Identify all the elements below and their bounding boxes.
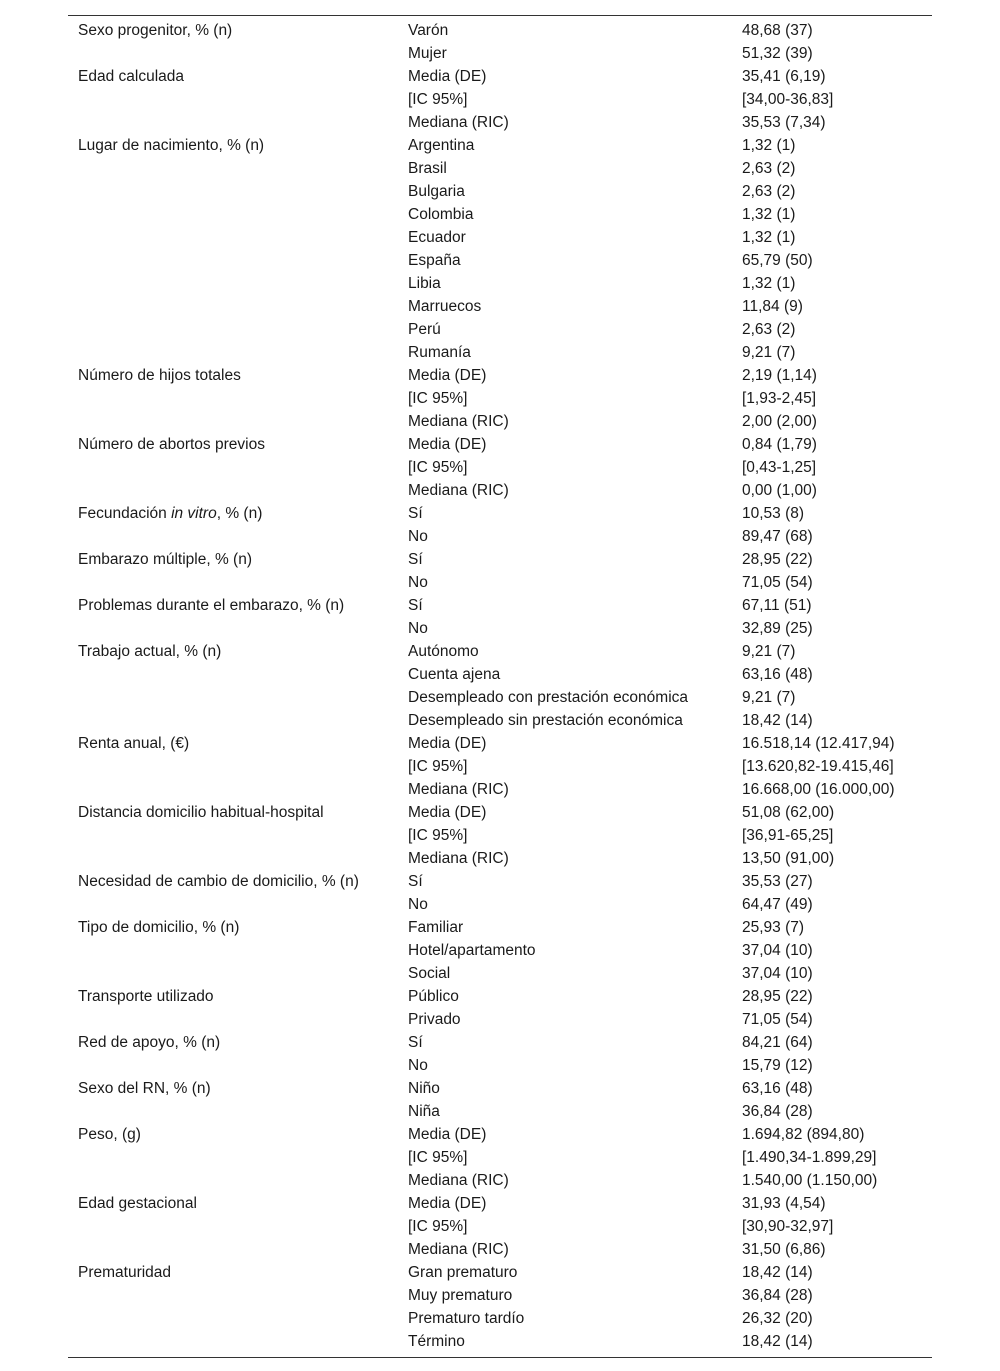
value-cell: 16.518,14 (12.417,94) <box>742 735 895 752</box>
value-cell: 9,21 (7) <box>742 344 796 361</box>
table-row <box>68 410 932 433</box>
category-cell: Sí <box>408 551 423 568</box>
table-row <box>68 824 932 847</box>
table-row <box>68 548 932 571</box>
table-row <box>68 42 932 65</box>
category-cell: [IC 95%] <box>408 1218 468 1235</box>
value-cell: 1,32 (1) <box>742 137 796 154</box>
category-cell: Mujer <box>408 45 447 62</box>
value-cell: 18,42 (14) <box>742 712 813 729</box>
category-cell: No <box>408 1057 428 1074</box>
value-cell: 65,79 (50) <box>742 252 813 269</box>
table-row <box>68 663 932 686</box>
table-row <box>68 709 932 732</box>
variable-label <box>68 180 398 203</box>
table-row <box>68 939 932 962</box>
table-row <box>68 617 932 640</box>
table-row <box>68 594 932 617</box>
variable-label: Prematuridad <box>78 1264 172 1281</box>
category-cell: Gran prematuro <box>408 1264 518 1281</box>
category-cell: Perú <box>408 321 441 338</box>
table-row <box>68 456 932 479</box>
table-row <box>68 1192 932 1215</box>
value-cell: 37,04 (10) <box>742 942 813 959</box>
data-table <box>68 16 932 1353</box>
variable-label-text: Fecundación <box>78 505 172 522</box>
value-cell: 35,41 (6,19) <box>742 68 826 85</box>
category-cell: Público <box>408 988 459 1005</box>
category-cell: No <box>408 528 428 545</box>
category-cell: Niño <box>408 1080 440 1097</box>
variable-label <box>68 479 398 502</box>
table-body <box>68 16 932 1353</box>
table-row <box>68 1330 932 1353</box>
value-cell: 35,53 (27) <box>742 873 813 890</box>
variable-label <box>68 203 398 226</box>
value-cell: 89,47 (68) <box>742 528 813 545</box>
value-cell: 36,84 (28) <box>742 1103 813 1120</box>
variable-label <box>68 88 398 111</box>
table-row <box>68 157 932 180</box>
category-cell: Prematuro tardío <box>408 1310 525 1327</box>
value-cell: [34,00-36,83] <box>742 91 834 108</box>
variable-label: Distancia domicilio habitual-hospital <box>78 804 324 821</box>
category-cell: Colombia <box>408 206 474 223</box>
variable-label: Renta anual, (€) <box>78 735 190 752</box>
table-row <box>68 1215 932 1238</box>
category-cell: Rumanía <box>408 344 471 361</box>
table-row <box>68 1169 932 1192</box>
value-cell: 11,84 (9) <box>742 298 803 315</box>
value-cell: 37,04 (10) <box>742 965 813 982</box>
category-cell: Media (DE) <box>408 1126 487 1143</box>
value-cell: 2,00 (2,00) <box>742 413 817 430</box>
variable-label: Edad gestacional <box>78 1195 197 1212</box>
table-row <box>68 525 932 548</box>
variable-label: Red de apoyo, % (n) <box>78 1034 221 1051</box>
category-cell: Mediana (RIC) <box>408 413 509 430</box>
category-cell: Media (DE) <box>408 68 487 85</box>
variable-label <box>68 755 398 778</box>
variable-label <box>68 410 398 433</box>
category-cell: Mediana (RIC) <box>408 1241 509 1258</box>
value-cell: 0,84 (1,79) <box>742 436 817 453</box>
variable-label: Lugar de nacimiento, % (n) <box>78 137 265 154</box>
variable-label <box>68 571 398 594</box>
variable-label: Tipo de domicilio, % (n) <box>78 919 240 936</box>
table-row <box>68 249 932 272</box>
category-cell: Ecuador <box>408 229 466 246</box>
table-row <box>68 16 932 42</box>
category-cell: España <box>408 252 461 269</box>
variable-label <box>68 387 398 410</box>
table-row <box>68 1031 932 1054</box>
variable-label <box>68 226 398 249</box>
table-row <box>68 985 932 1008</box>
category-cell: Hotel/apartamento <box>408 942 536 959</box>
variable-label <box>68 502 398 525</box>
table-row <box>68 295 932 318</box>
value-cell: 15,79 (12) <box>742 1057 813 1074</box>
variable-label: Edad calculada <box>78 68 184 85</box>
variable-label <box>68 456 398 479</box>
category-cell: No <box>408 574 428 591</box>
value-cell: 1.694,82 (894,80) <box>742 1126 865 1143</box>
category-cell: Brasil <box>408 160 447 177</box>
category-cell: Desempleado con prestación económica <box>408 689 689 706</box>
variable-label <box>68 1008 398 1031</box>
value-cell: [0,43-1,25] <box>742 459 817 476</box>
table-row <box>68 571 932 594</box>
value-cell: 1,32 (1) <box>742 275 796 292</box>
category-cell: Desempleado sin prestación económica <box>408 712 683 729</box>
table-row <box>68 686 932 709</box>
value-cell: 9,21 (7) <box>742 689 796 706</box>
value-cell: 16.668,00 (16.000,00) <box>742 781 895 798</box>
value-cell: 1,32 (1) <box>742 206 796 223</box>
variable-label <box>68 1238 398 1261</box>
table-row <box>68 387 932 410</box>
table-row <box>68 1100 932 1123</box>
variable-label: Número de abortos previos <box>78 436 265 453</box>
value-cell: 0,00 (1,00) <box>742 482 817 499</box>
category-cell: Media (DE) <box>408 367 487 384</box>
variable-label-suffix: , % (n) <box>216 505 263 522</box>
category-cell: Sí <box>408 873 423 890</box>
table-row <box>68 226 932 249</box>
variable-label <box>68 318 398 341</box>
table-row <box>68 870 932 893</box>
table-row <box>68 916 932 939</box>
category-cell: Niña <box>408 1103 440 1120</box>
variable-label <box>68 295 398 318</box>
category-cell: Bulgaria <box>408 183 465 200</box>
bottom-rule <box>68 1357 932 1358</box>
category-cell: Marruecos <box>408 298 482 315</box>
value-cell: 71,05 (54) <box>742 1011 813 1028</box>
variable-label: Peso, (g) <box>78 1126 141 1143</box>
category-cell: Media (DE) <box>408 735 487 752</box>
category-cell: No <box>408 620 428 637</box>
variable-label <box>68 778 398 801</box>
value-cell: 71,05 (54) <box>742 574 813 591</box>
variable-label <box>68 893 398 916</box>
value-cell: 18,42 (14) <box>742 1333 813 1350</box>
category-cell: Media (DE) <box>408 436 487 453</box>
table-row <box>68 341 932 364</box>
category-cell: No <box>408 896 428 913</box>
variable-label <box>68 1307 398 1330</box>
table-row <box>68 1123 932 1146</box>
category-cell: Social <box>408 965 451 982</box>
variable-label <box>68 663 398 686</box>
variable-label <box>68 1284 398 1307</box>
value-cell: 63,16 (48) <box>742 1080 813 1097</box>
value-cell: 26,32 (20) <box>742 1310 813 1327</box>
variable-label <box>68 824 398 847</box>
variable-label: Transporte utilizado <box>78 988 214 1005</box>
category-cell: [IC 95%] <box>408 390 468 407</box>
variable-label: Número de hijos totales <box>78 367 241 384</box>
variable-label <box>68 249 398 272</box>
category-cell: Mediana (RIC) <box>408 781 509 798</box>
variable-label <box>68 525 398 548</box>
table-row <box>68 1146 932 1169</box>
category-cell: Media (DE) <box>408 804 487 821</box>
value-cell: 51,32 (39) <box>742 45 813 62</box>
variable-label <box>68 1054 398 1077</box>
table-row <box>68 732 932 755</box>
category-cell: Término <box>408 1333 465 1350</box>
table-row <box>68 111 932 134</box>
value-cell: 2,63 (2) <box>742 321 796 338</box>
value-cell: [1,93-2,45] <box>742 390 817 407</box>
value-cell: 25,93 (7) <box>742 919 805 936</box>
category-cell: Cuenta ajena <box>408 666 501 683</box>
category-cell: Familiar <box>408 919 464 936</box>
value-cell: 32,89 (25) <box>742 620 813 637</box>
table-row <box>68 1054 932 1077</box>
variable-label <box>68 709 398 732</box>
table-row <box>68 203 932 226</box>
category-cell: Mediana (RIC) <box>408 1172 509 1189</box>
variable-label <box>68 1215 398 1238</box>
data-table-container <box>68 15 932 1358</box>
variable-label: Trabajo actual, % (n) <box>78 643 222 660</box>
variable-label-italic: in vitro <box>171 505 217 522</box>
variable-label <box>68 939 398 962</box>
category-cell: [IC 95%] <box>408 827 468 844</box>
variable-label <box>68 962 398 985</box>
variable-label <box>68 157 398 180</box>
table-row <box>68 65 932 88</box>
table-row <box>68 962 932 985</box>
value-cell: 10,53 (8) <box>742 505 805 522</box>
variable-label <box>68 1169 398 1192</box>
value-cell: 9,21 (7) <box>742 643 796 660</box>
category-cell: Mediana (RIC) <box>408 850 509 867</box>
table-row <box>68 272 932 295</box>
category-cell: Varón <box>408 22 449 39</box>
variable-label <box>68 341 398 364</box>
value-cell: 36,84 (28) <box>742 1287 813 1304</box>
category-cell: Privado <box>408 1011 461 1028</box>
value-cell: 2,19 (1,14) <box>742 367 817 384</box>
value-cell: 51,08 (62,00) <box>742 804 835 821</box>
category-cell: Argentina <box>408 137 475 154</box>
value-cell: 2,63 (2) <box>742 183 796 200</box>
category-cell: Sí <box>408 597 423 614</box>
category-cell: [IC 95%] <box>408 758 468 775</box>
table-row <box>68 502 932 525</box>
table-row <box>68 755 932 778</box>
variable-label <box>68 1146 398 1169</box>
variable-label <box>68 111 398 134</box>
value-cell: 18,42 (14) <box>742 1264 813 1281</box>
value-cell: 1,32 (1) <box>742 229 796 246</box>
value-cell: 2,63 (2) <box>742 160 796 177</box>
value-cell: 1.540,00 (1.150,00) <box>742 1172 878 1189</box>
category-cell: Sí <box>408 1034 423 1051</box>
table-row <box>68 1307 932 1330</box>
table-row <box>68 801 932 824</box>
table-row <box>68 364 932 387</box>
table-row <box>68 433 932 456</box>
value-cell: 31,50 (6,86) <box>742 1241 826 1258</box>
variable-label <box>68 617 398 640</box>
table-row <box>68 1284 932 1307</box>
category-cell: Sí <box>408 505 423 522</box>
table-row <box>68 318 932 341</box>
variable-label: Sexo del RN, % (n) <box>78 1080 211 1097</box>
variable-label <box>68 1330 398 1353</box>
value-cell: 28,95 (22) <box>742 988 813 1005</box>
value-cell: 13,50 (91,00) <box>742 850 835 867</box>
variable-label: Sexo progenitor, % (n) <box>78 22 233 39</box>
value-cell: 67,11 (51) <box>742 597 812 614</box>
variable-label <box>68 847 398 870</box>
variable-label <box>68 42 398 65</box>
value-cell: 64,47 (49) <box>742 896 813 913</box>
category-cell: Muy prematuro <box>408 1287 513 1304</box>
variable-label <box>68 686 398 709</box>
value-cell: [1.490,34-1.899,29] <box>742 1149 877 1166</box>
value-cell: [30,90-32,97] <box>742 1218 834 1235</box>
value-cell: 28,95 (22) <box>742 551 813 568</box>
value-cell: [13.620,82-19.415,46] <box>742 758 894 775</box>
category-cell: Mediana (RIC) <box>408 114 509 131</box>
value-cell: 31,93 (4,54) <box>742 1195 826 1212</box>
category-cell: Autónomo <box>408 643 479 660</box>
variable-label <box>68 272 398 295</box>
table-row <box>68 893 932 916</box>
value-cell: 63,16 (48) <box>742 666 813 683</box>
table-row <box>68 134 932 157</box>
table-row <box>68 1261 932 1284</box>
table-row <box>68 778 932 801</box>
table-row <box>68 847 932 870</box>
table-row <box>68 1077 932 1100</box>
variable-label: Problemas durante el embarazo, % (n) <box>78 597 345 614</box>
category-cell: [IC 95%] <box>408 459 468 476</box>
value-cell: [36,91-65,25] <box>742 827 834 844</box>
category-cell: Media (DE) <box>408 1195 487 1212</box>
category-cell: [IC 95%] <box>408 91 468 108</box>
table-row <box>68 88 932 111</box>
variable-label: Necesidad de cambio de domicilio, % (n) <box>78 873 359 890</box>
variable-label <box>68 1100 398 1123</box>
value-cell: 48,68 (37) <box>742 22 813 39</box>
table-row <box>68 180 932 203</box>
variable-label: Embarazo múltiple, % (n) <box>78 551 253 568</box>
table-row <box>68 1008 932 1031</box>
table-row <box>68 1238 932 1261</box>
value-cell: 35,53 (7,34) <box>742 114 826 131</box>
category-cell: [IC 95%] <box>408 1149 468 1166</box>
category-cell: Mediana (RIC) <box>408 482 509 499</box>
table-row <box>68 479 932 502</box>
table-row <box>68 640 932 663</box>
category-cell: Libia <box>408 275 441 292</box>
value-cell: 84,21 (64) <box>742 1034 813 1051</box>
